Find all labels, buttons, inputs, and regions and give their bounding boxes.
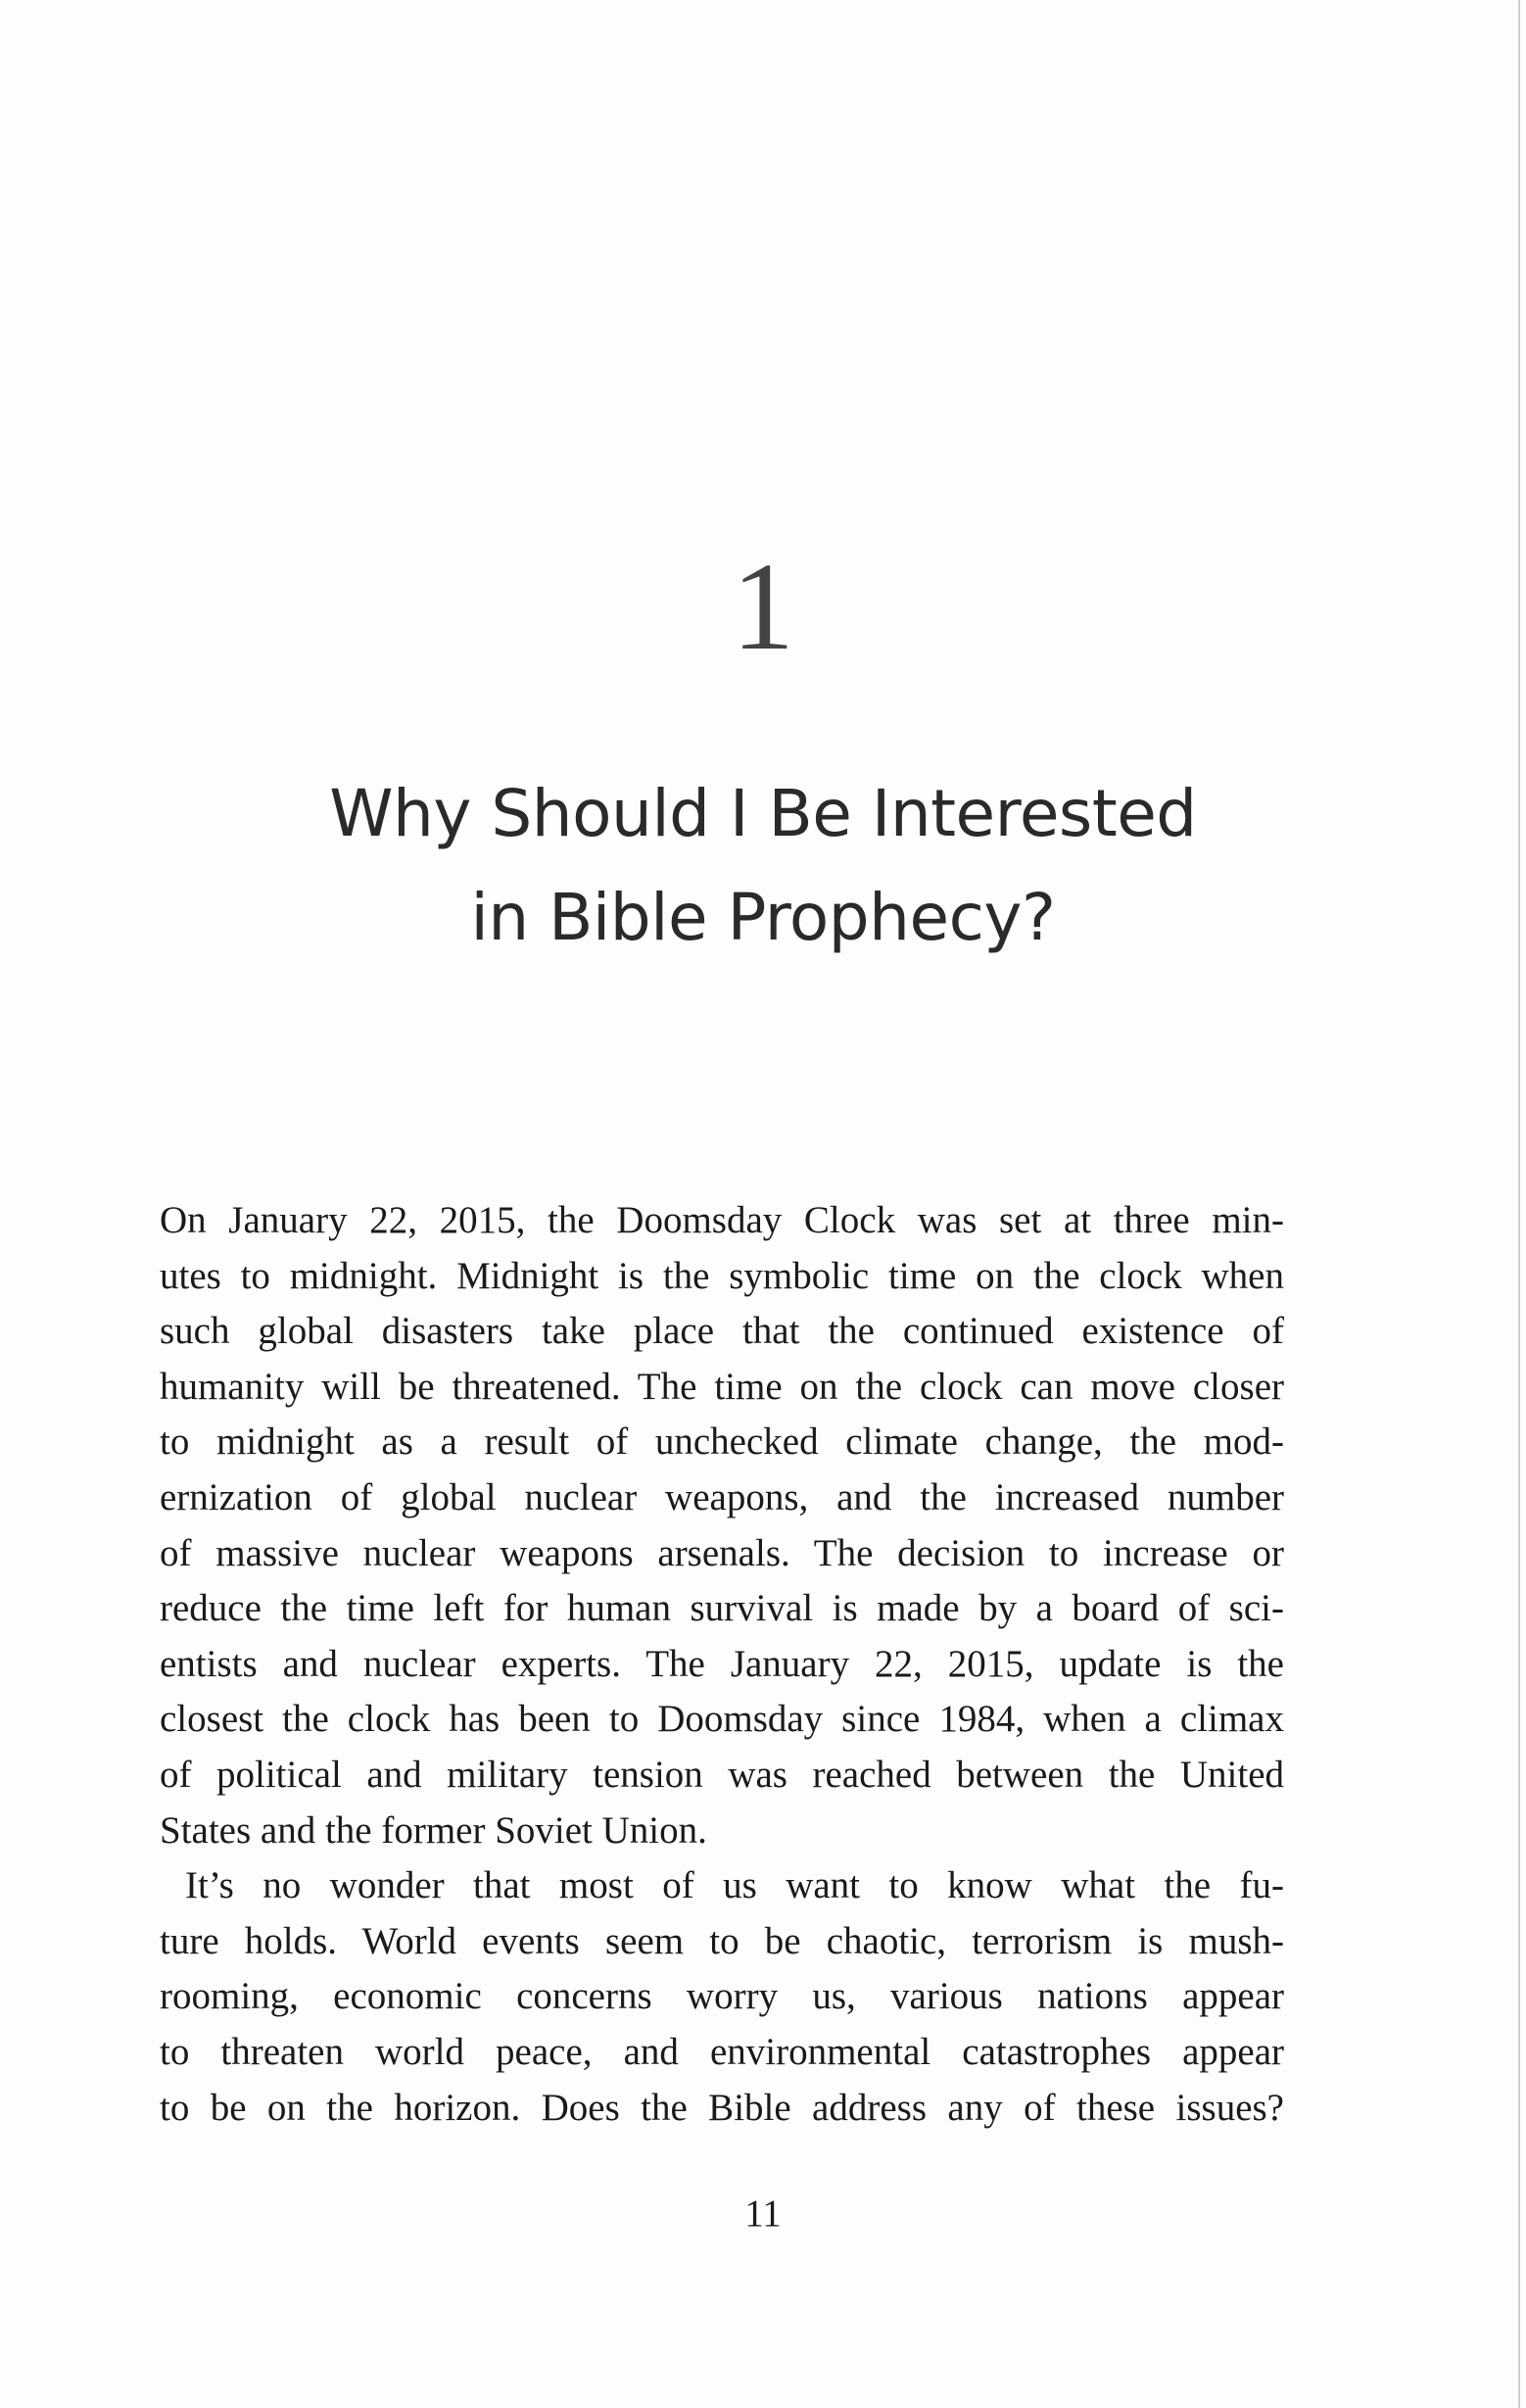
text-line: of massive nuclear weapons arsenals. The decision to increase or [160, 1531, 1284, 1574]
text-line: humanity will be threatened. The time on the clock can move closer [160, 1365, 1284, 1408]
text-line: reduce the time left for human survival is made by a board of sci- [160, 1587, 1284, 1630]
text-line: ernization of global nuclear weapons, and the increased number [160, 1475, 1284, 1518]
text-line: States and the former Soviet Union. [160, 1808, 707, 1852]
chapter-title-line: Why Should I Be Interested [329, 776, 1197, 851]
page-edge [1518, 0, 1520, 2408]
paragraph [160, 1193, 1284, 1858]
text-line: entists and nuclear experts. The January 22, 2015, update is the [160, 1642, 1284, 1685]
text-line: closest the clock has been to Doomsday since 1984, when a climax [160, 1698, 1284, 1741]
text-line: to threaten world peace, and environmental catastrophes appear [160, 2030, 1284, 2073]
text-line: such global disasters take place that the continued existence of [160, 1310, 1284, 1353]
chapter-title-line: in Bible Prophecy? [470, 880, 1056, 955]
text-line: utes to midnight. Midnight is the symbolic time on the clock when [160, 1254, 1284, 1297]
text-line: of political and military tension was reached between the United [160, 1753, 1284, 1796]
chapter-number: 1 [732, 537, 794, 676]
text-line: to be on the horizon. Does the Bible address any of these issues? [160, 2086, 1284, 2129]
chapter-title [0, 762, 1526, 970]
text-line: rooming, economic concerns worry us, various nations appear [160, 1975, 1284, 2018]
text-line: On January 22, 2015, the Doomsday Clock was set at three min- [160, 1199, 1284, 1241]
text-line: to midnight as a result of unchecked climate change, the mod- [160, 1421, 1284, 1464]
page-number: 11 [744, 2192, 782, 2235]
paragraph [160, 1858, 1284, 2136]
text-line: It’s no wonder that most of us want to know what the fu- [185, 1864, 1284, 1907]
text-line: ture holds. World events seem to be chaotic, terrorism is mush- [160, 1919, 1284, 1962]
body-text [160, 1193, 1284, 2136]
